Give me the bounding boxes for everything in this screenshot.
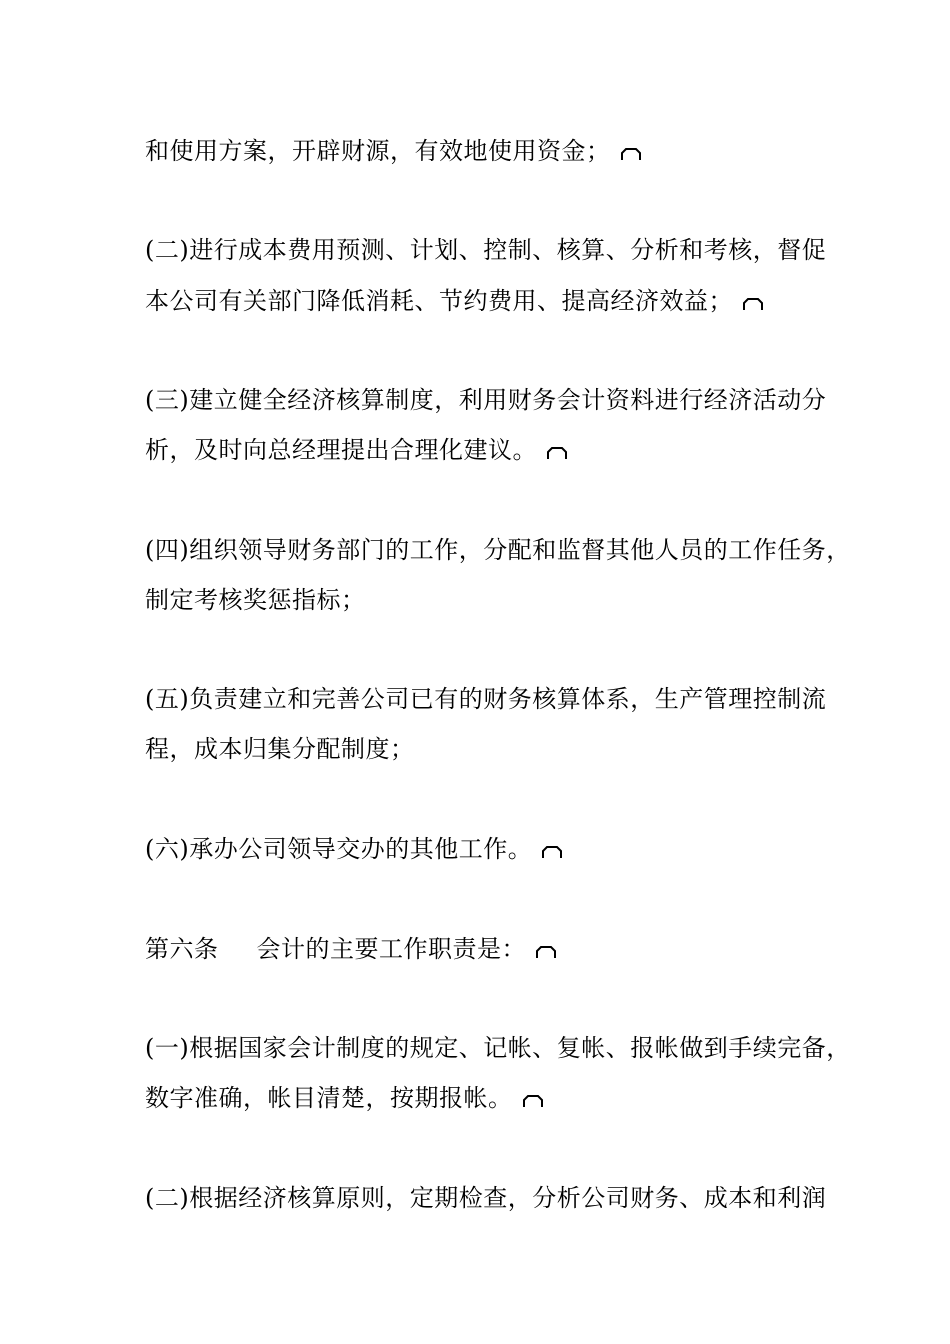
text-line-content: 析，及时向总经理提出合理化建议。 [145,436,537,464]
text-line-content: 制定考核奖惩指标； [145,586,366,614]
text-line [145,1083,543,1113]
text-line [145,734,415,764]
text-line-content: (二)根据经济核算原则，定期检查，分析公司财务、成本和利润 [145,1184,827,1212]
text-line-content: (六)承办公司领导交办的其他工作。 [145,835,533,863]
text-line [145,585,366,615]
article-heading [145,934,556,964]
text-line [145,235,826,265]
paragraph-mark-icon [621,147,641,161]
text-line-content: 程，成本归集分配制度； [145,735,415,763]
paragraph-mark-icon [743,297,763,311]
paragraph-mark-icon [547,446,567,460]
text-line-content: 和使用方案，开辟财源，有效地使用资金； [145,137,611,165]
paragraph-mark-icon [523,1094,543,1108]
text-line-content: (三)建立健全经济核算制度，利用财务会计资料进行经济活动分 [145,386,827,414]
text-line-content: 数字准确，帐目清楚，按期报帐。 [145,1084,513,1112]
text-line-content: 本公司有关部门降低消耗、节约费用、提高经济效益； [145,287,733,315]
text-line [145,435,567,465]
paragraph-mark-icon [536,945,556,959]
text-line [145,385,826,415]
article-label: 第六条 [145,935,219,963]
text-line-content: (四)组织领导财务部门的工作，分配和监督其他人员的工作任务， [145,536,851,564]
text-line-content: (五)负责建立和完善公司已有的财务核算体系，生产管理控制流 [145,685,827,713]
text-line [145,834,562,864]
paragraph-mark-icon [542,845,562,859]
text-line [145,684,826,714]
text-line [145,1033,851,1063]
text-line [145,286,763,316]
article-text: 会计的主要工作职责是： [256,935,526,963]
text-line [145,136,641,166]
text-line [145,535,851,565]
text-line [145,1183,826,1213]
text-line-content: (一)根据国家会计制度的规定、记帐、复帐、报帐做到手续完备， [145,1034,851,1062]
text-line-content: (二)进行成本费用预测、计划、控制、核算、分析和考核，督促 [145,236,827,264]
